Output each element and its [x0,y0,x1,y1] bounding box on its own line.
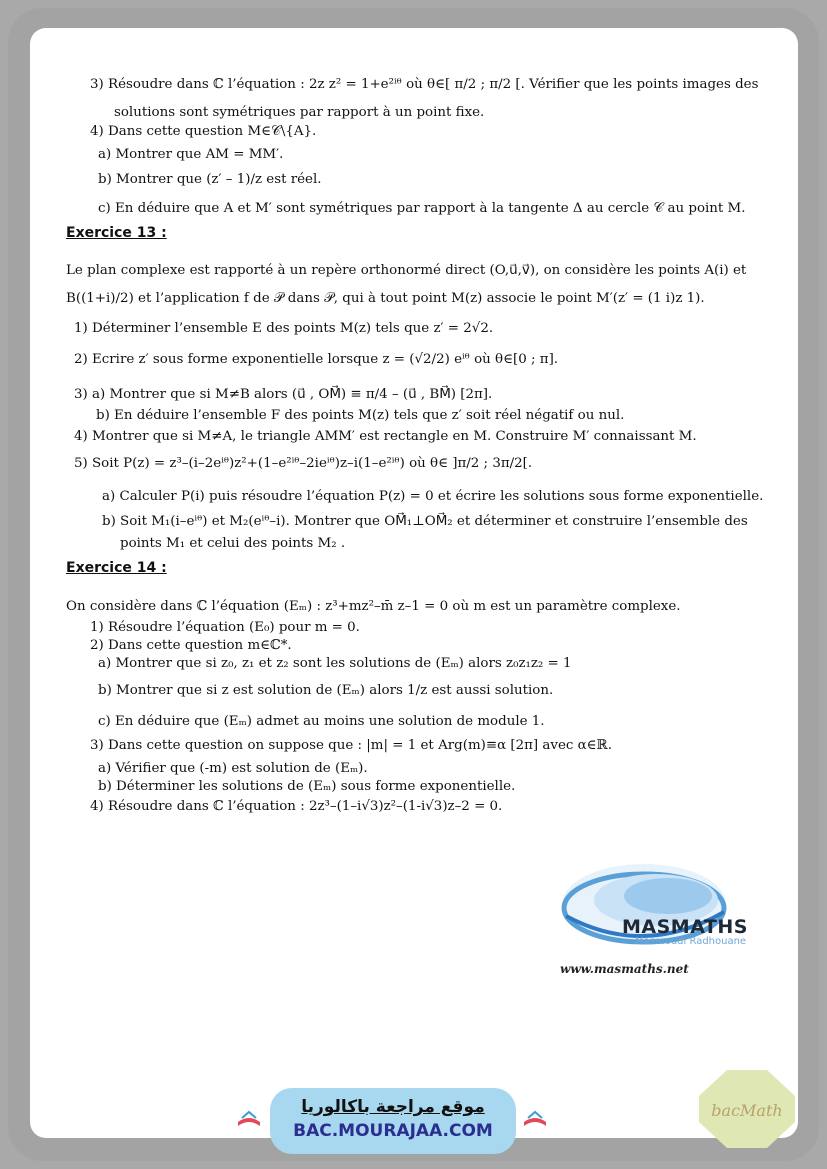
banner-arabic-text: موقع مراجعة باكالوريا [301,1097,485,1117]
logo-author: Masmoudi Radhouane [635,936,747,947]
text-line: On considère dans ℂ l’équation (Eₘ) : z³+mz²–m̄ z–1 = 0 où m est un paramètre complexe. [66,599,681,614]
bacmath-badge-icon [697,1068,797,1150]
text-line: 4) Montrer que si M≠A, le triangle AMM′ est rectangle en M. Construire M′ connaissant M. [74,429,697,444]
text-line: 3) Dans cette question on suppose que : |m| = 1 et Arg(m)≡α [2π] avec α∈ℝ. [90,738,612,753]
text-line: 2) Ecrire z′ sous forme exponentielle lorsque z = (√2/2) eⁱᶿ où θ∈[0 ; π]. [74,352,559,367]
banner-url[interactable]: BAC.MOURAJAA.COM [293,1121,493,1141]
text-line: 1) Résoudre l’équation (E₀) pour m = 0. [90,620,360,635]
text-line: 4) Dans cette question M∈𝒞\{A}. [90,124,317,139]
text-line: c) En déduire que A et M′ sont symétriques par rapport à la tangente Δ au cercle 𝒞 au point M. [98,201,746,216]
text-line: Le plan complexe est rapporté à un repère orthonormé direct (O,u⃗,v⃗), on considère les points A(i) et [66,263,747,278]
text-line: B((1+i)/2) et l’application f de 𝒫 dans 𝒫, qui à tout point M(z) associe le point M′(z′ = (1 i)z 1). [66,291,705,306]
book-icon-left [230,1100,268,1138]
text-line: a) Montrer que AM = MM′. [98,147,284,162]
text-line: a) Calculer P(i) puis résoudre l’équation P(z) = 0 et écrire les solutions sous forme exponentielle. [102,489,764,504]
text-line: points M₁ et celui des points M₂ . [120,536,346,551]
text-line: a) Montrer que si z₀, z₁ et z₂ sont les solutions de (Eₘ) alors z₀z₁z₂ = 1 [98,656,572,671]
exercise-13-title: Exercice 13 : [66,225,167,241]
text-line: 2) Dans cette question m∈ℂ*. [90,638,292,653]
logo-brand: MASMATHS [622,916,748,938]
text-line: 1) Déterminer l’ensemble E des points M(z) tels que z′ = 2√2. [74,321,494,336]
text-line: a) Vérifier que (-m) est solution de (Eₘ). [98,761,368,776]
text-line: b) Montrer que (z′ – 1)/z est réel. [98,172,322,187]
text-line: 3) Résoudre dans ℂ l’équation : 2z z² = 1+e²ⁱᶿ où θ∈[ π/2 ; π/2 [. Vérifier que les points images des [90,77,759,92]
site-url: www.masmaths.net [560,962,689,976]
text-line: 4) Résoudre dans ℂ l’équation : 2z³–(1–i√3)z²–(1-i√3)z–2 = 0. [90,799,503,814]
bac-mourajaa-banner[interactable] [270,1088,516,1154]
badge-text: bacMath [711,1101,783,1120]
text-line: b) Montrer que si z est solution de (Eₘ) alors 1/z est aussi solution. [98,683,554,698]
text-line: 5) Soit P(z) = z³–(i–2eⁱᶿ)z²+(1–e²ⁱᶿ–2ieⁱᶿ)z–i(1–e²ⁱᶿ) où θ∈ ]π/2 ; 3π/2[. [74,456,533,471]
text-line: b) En déduire l’ensemble F des points M(z) tels que z′ soit réel négatif ou nul. [96,408,625,423]
text-line: solutions sont symétriques par rapport à un point fixe. [114,105,485,120]
exercise-14-title: Exercice 14 : [66,560,167,576]
text-line: b) Déterminer les solutions de (Eₘ) sous forme exponentielle. [98,779,516,794]
text-line: 3) a) Montrer que si M≠B alors (u⃗ , OM⃗) ≡ π/4 – (u⃗ , BM⃗) [2π]. [74,387,493,402]
text-line: b) Soit M₁(i–eⁱᶿ) et M₂(eⁱᶿ–i). Montrer que OM⃗₁⊥OM⃗₂ et déterminer et construire l’ensemble des [102,514,748,529]
text-line: c) En déduire que (Eₘ) admet au moins une solution de module 1. [98,714,545,729]
book-icon-right [516,1100,554,1138]
